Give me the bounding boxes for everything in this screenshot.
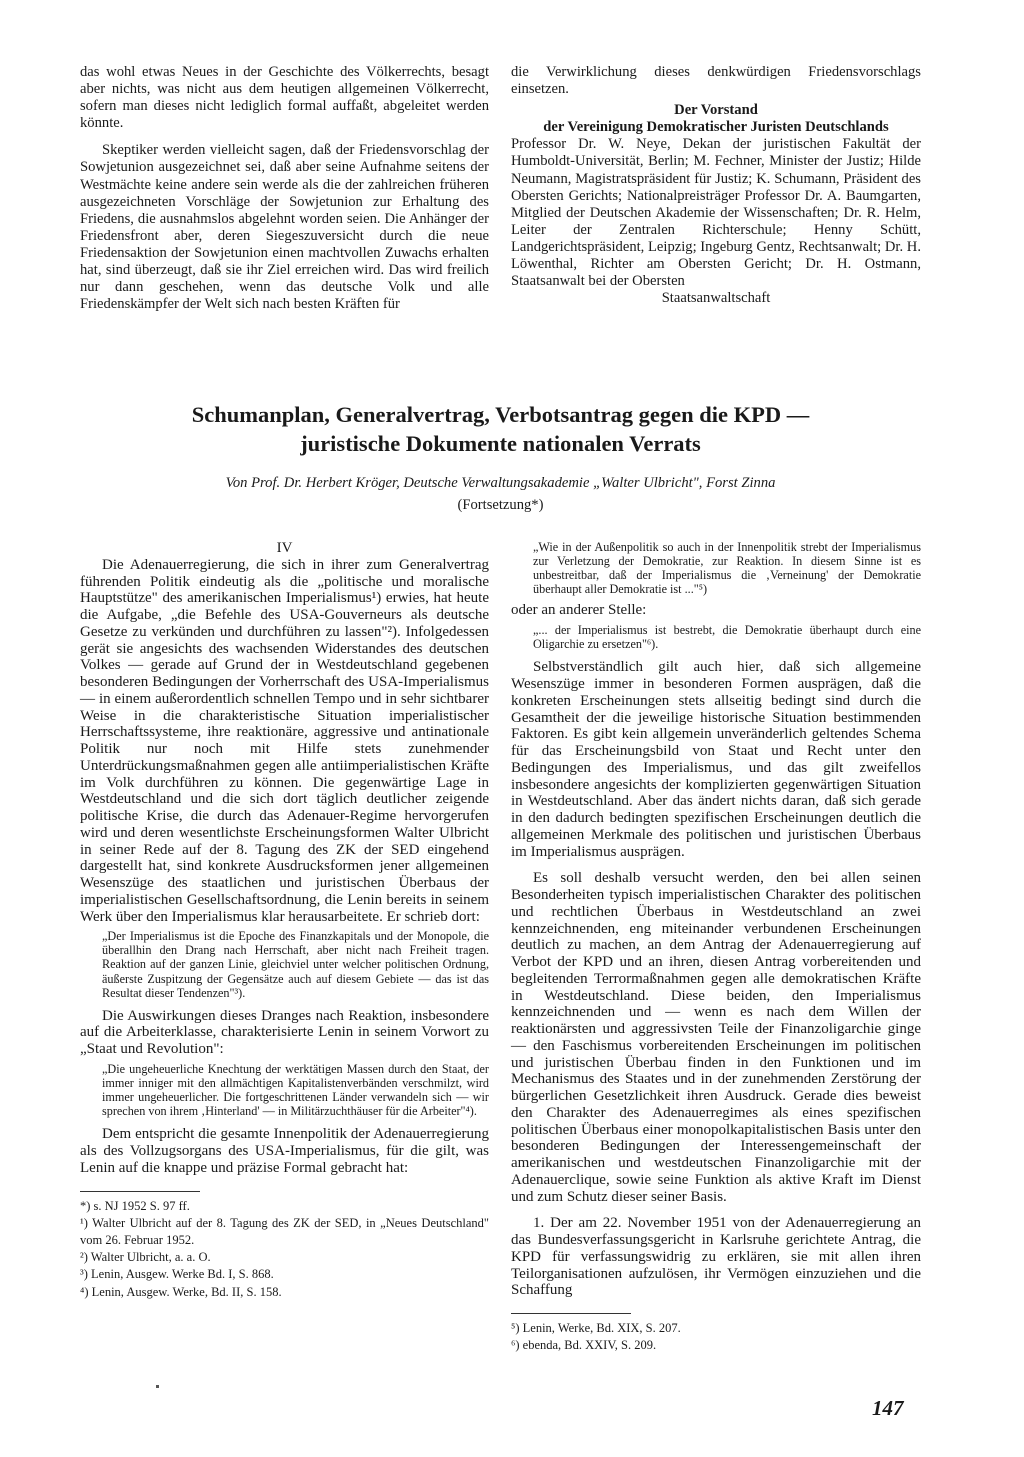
footnotes [80, 1198, 489, 1301]
signature-organization: der Vereinigung Demokratischer Juristen Deutschlands [543, 119, 889, 136]
footnote: ⁵) Lenin, Werke, Bd. XIX, S. 207. [511, 1321, 681, 1336]
paragraph: das wohl etwas Neues in der Geschichte des Völkerrechts, besagt aber nichts, was nicht aus dem heutigen allgemeinen Völkerrecht, sofern man dieses nicht lediglich formal auffaßt, abgeleitet werden könnte. [80, 64, 489, 132]
board-members: Professor Dr. W. Neye, Dekan der juristischen Fakultät der Humboldt-Universität, Berlin; M. Fechner, Minister der Justiz; Hilde Neumann, Magistratspräsident für Justiz; K. Schumann, Präsident des Obersten Gerichts; Nationalpreisträger Professor Dr. A. Baumgarten, Mitglied der Deutschen Akademie der Wissenschaften; Dr. R. Helm, Leiter der Zentralen Richterschule; Henny Schütt, Landgerichtspräsident, Leipzig; Ingeburg Gentz, Rechtsanwalt; Dr. H. Löwenthal, Richter am Obersten Gericht; Dr. H. Ostmann, Staatsanwalt bei der Obersten [511, 136, 921, 290]
paragraph: 1. Der am 22. November 1951 von der Adenauerregierung an das Bundesverfassungsgericht in Karlsruhe gerichtete Antrag, die KPD für verfassungswidrig zu erklären, sie mit allen ihren Teilorganisationen aufzulösen, ihr Vermögen einzuziehen und die Schaffung [511, 1215, 921, 1299]
footnote-rule [511, 1313, 631, 1314]
article-title [80, 400, 921, 458]
block-quote: „... der Imperialismus ist bestrebt, die Demokratie überhaupt durch eine Oligarchie zu ersetzen"⁶). [533, 623, 921, 652]
footnote: ⁶) ebenda, Bd. XXIV, S. 209. [511, 1338, 657, 1353]
print-speck [156, 1385, 159, 1388]
top-left-column [80, 64, 489, 313]
paragraph: die Verwirklichung dieses denkwürdigen Friedensvorschlags einsetzen. [511, 64, 921, 98]
article-right-column [511, 540, 921, 1354]
page-number: 147 [872, 1396, 904, 1420]
article-title-line: juristische Dokumente nationalen Verrats [300, 431, 701, 456]
section-number: IV [276, 540, 293, 556]
board-members-last-line: Staatsanwaltschaft [661, 290, 771, 307]
footnote: *) s. NJ 1952 S. 97 ff. [80, 1198, 190, 1213]
footnote: ²) Walter Ulbricht, a. a. O. [80, 1250, 211, 1265]
top-right-column [511, 64, 921, 307]
footnote: ⁴) Lenin, Ausgew. Werke, Bd. II, S. 158. [80, 1284, 282, 1299]
block-quote: „Die ungeheuerliche Knechtung der werktätigen Massen durch den Staat, der immer inniger mit den allmächtigen Kapitalistenverbänden verschmilzt, wird immer ungeheuerlicher. Die fortgeschrittenen Länder verwandeln sich — wir sprechen von ihrem ‚Hinterland' — in Militärzuchthäuser für die Arbeiter"⁴). [102, 1061, 489, 1119]
paragraph: Die Adenauerregierung, die sich in ihrer zum Generalvertrag führenden Politik eindeutig als die „politische und moralische Hauptstütze" des amerikanischen Imperialismus¹) erwies, hat heute die Aufgabe, „die Befehle des USA-Gouverneurs als deutsche Gesetze zu verkünden und durchführen zu lassen"²). Infolgedessen gerät sie angesichts des wachsenden Widerstandes des deutschen Volkes — gerade auf Grund der in Westdeutschland gegebenen besonderen Bedingungen der Vorherrschaft des USA-Imperialismus — in einem außerordentlich schnellen Tempo und in sehr sichtbarer Weise in die charakteristische Situation imperialistischer Herrschaftssysteme, ihre reaktionäre, aggressive und antinationale Politik nur noch mit Hilfe stets zunehmender Unterdrückungsmaßnahmen gegen alle antiimperialistischen Kräfte im Volk durchführen zu können. Die gegenwärtige Lage in Westdeutschland und die sich dort täglich deutlicher zeigende politische Krise, die durch das Adenauer-Regime hervorgerufen wird und deren wesentlichste Erscheinungsformen Walter Ulbricht in seiner Rede auf der 8. Tagung des ZK der SED eingehend dargestellt hat, sind konkrete Ausdrucksformen jener allgemeinen Wesenszüge des staatlichen und juristischen Überbaus der imperialistischen Gesellschaftsordnung, die Lenin bereits in seinem Werk über den Imperialismus klar herausarbeitete. Er schrieb dort: [80, 556, 489, 925]
paragraph: Es soll deshalb versucht werden, den bei allen seinen Besonderheiten typisch imperialistischen Charakter des politischen und rechtlichen Überbaus in Westdeutschland an zwei kennzeichnenden, eng miteinander verbundenen Erscheinungen deutlich zu machen, an dem Antrag der Adenauerregierung auf Verbot der KPD und an ihren, diesen Antrag vorbereitenden und begleitenden Terrormaßnahmen gegen alle demokratischen Kräfte in Westdeutschland. Diese beiden, den Imperialismus kennzeichnenden und — wenn es nach dem Willen der reaktionärsten und aggressivsten Teile der Finanzoligarchie ginge — den Faschismus vorbereitenden Erscheinungen im politischen und juristischen Überbau finden in den Funktionen und im Mechanismus des Staates und in der zunehmenden Zerstörung der bürgerlichen Gesetzlichkeit ihren Ausdruck. Gerade dies beweist den Charakter des Adenauerregimes als eines spezifischen politischen Überbaus einer monopolkapitalistischen Basis unter den besonderen Bedingungen der Interessengemeinschaft der amerikanischen und westdeutschen Finanzoligarchie mit der Adenauerclique, sowie seine Funktion als aktive Kraft im Dienst und zum Schutz dieser seiner Basis. [511, 870, 921, 1205]
paragraph: Die Auswirkungen dieses Dranges nach Reaktion, insbesondere auf die Arbeiterklasse, charakterisierte Lenin in seinem Vorwort zu „Staat und Revolution": [80, 1007, 489, 1058]
signature-heading: Der Vorstand [674, 102, 758, 119]
footnote: ³) Lenin, Ausgew. Werke Bd. I, S. 868. [80, 1267, 274, 1282]
article-byline: Von Prof. Dr. Herbert Kröger, Deutsche Verwaltungsakademie „Walter Ulbricht", Forst Zinna [225, 475, 776, 491]
paragraph: Selbstverständlich gilt auch hier, daß sich allgemeine Wesenszüge immer in besonderen Formen ausprägen, daß die konkreten Erscheinungen stets allseitig bedingt sind durch die Gesamtheit der die jeweilige historische Situation bestimmenden Faktoren. Es gibt kein allgemein unveränderlich geltendes Schema für das Erscheinungsbild von Staat und Recht unter den Bedingungen des Imperialismus, und das gilt zweifellos insbesondere angesichts der komplizierten gegenwärtigen Situation in Westdeutschland. Aber das ändert nichts daran, daß sich gerade in den dadurch bedingten spezifischen Erscheinungen deutlich die allgemeinen Merkmale des politischen und juristischen Überbaus im Imperialismus ausprägen. [511, 659, 921, 860]
paragraph: Skeptiker werden vielleicht sagen, daß der Friedensvorschlag der Sowjetunion ausgezeichnet sei, daß aber seine Aufnahme seitens der Westmächte keine andere sein werde als die der zahlreichen früheren ausgezeichneten Vorschläge der Sowjetunion zur Erhaltung des Friedens, die ausnahmslos abgelehnt worden seien. Die Anhänger der Friedensfront aber, deren Siegeszuversicht durch die neue Friedensaktion der Sowjetunion einen machtvollen Zuwachs erhalten hat, sind überzeugt, daß sie ihr Ziel erreichen wird. Das wird freilich nur dann geschehen, wenn das deutsche Volk und alle Friedenskämpfer der Welt sich nach besten Kräften für [80, 142, 489, 313]
footnote-rule [80, 1191, 200, 1192]
paragraph: oder an anderer Stelle: [511, 602, 647, 619]
article-left-column [80, 540, 489, 1301]
footnote: ¹) Walter Ulbricht auf der 8. Tagung des ZK der SED, in „Neues Deutschland" vom 26. Februar 1952. [80, 1215, 489, 1247]
block-quote: „Der Imperialismus ist die Epoche des Finanzkapitals und der Monopole, die überallhin den Drang nach Herrschaft, aber nicht nach Freiheit tragen. Reaktion auf der ganzen Linie, gleichviel unter welcher politischen Ordnung, äußerste Zuspitzung der Gegensätze auch auf diesem Gebiete — das ist das Resultat dieser Tendenzen"³). [102, 929, 489, 1000]
article-title-line: Schumanplan, Generalvertrag, Verbotsantrag gegen die KPD — [191, 402, 810, 427]
paragraph: Dem entspricht die gesamte Innenpolitik der Adenauerregierung als des Vollzugsorgans des USA-Imperialismus, für die gilt, was Lenin auf die knappe und präzise Formal gebracht hat: [80, 1126, 489, 1176]
continuation-note: (Fortsetzung*) [457, 497, 544, 513]
footnotes [511, 1320, 921, 1354]
block-quote: „Wie in der Außenpolitik so auch in der Innenpolitik strebt der Imperialismus zur Verletzung der Demokratie, zur Reaktion. In diesem Sinne ist es unbestreitbar, daß der Imperialismus die ‚Verneinung' der Demokratie überhaupt aller Demokratie ist ..."⁵) [533, 540, 921, 597]
